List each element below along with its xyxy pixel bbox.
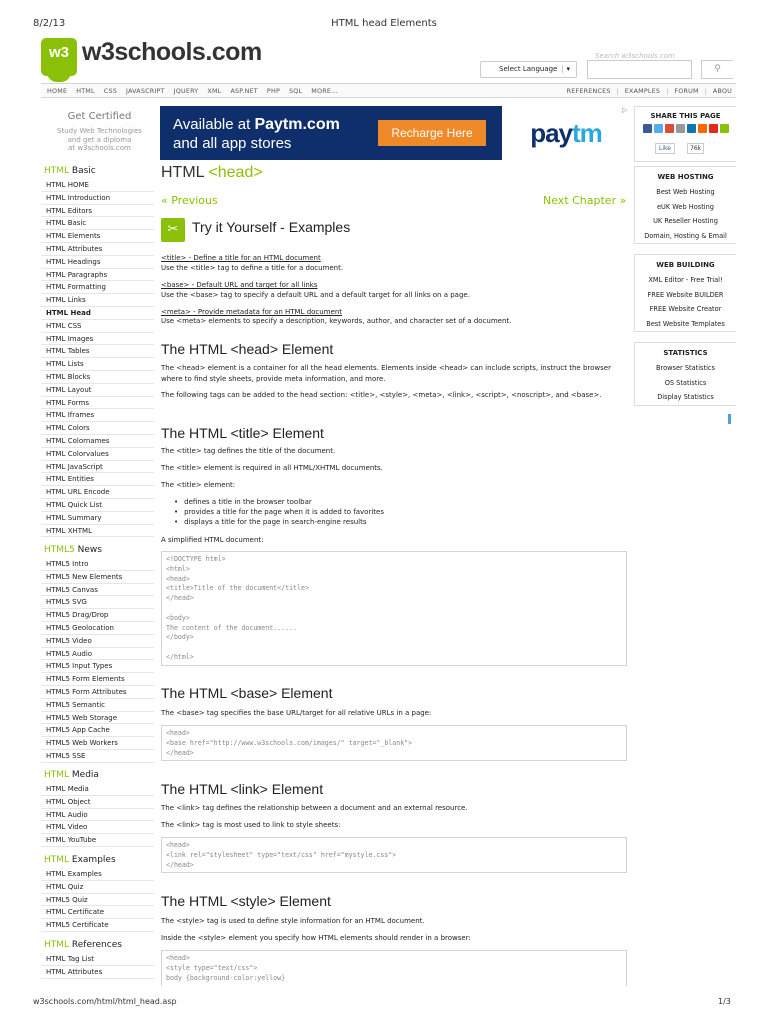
paragraph: The <link> tag defines the relationship between a document and an external resource. [161,804,468,812]
nav-link-php[interactable]: PHP [266,87,281,95]
nav-separator: | [666,87,669,95]
sidebar-item[interactable]: HTML Summary [41,512,154,525]
paragraph: The <style> tag is used to define style information for an HTML document. [161,917,425,925]
paytm-logo-b: tm [572,118,602,148]
list-item: • displays a title for the page in search-engine results [174,518,384,528]
cert-line: and get a diploma [67,135,132,144]
nav-link-html[interactable]: HTML [76,87,95,95]
nav-link-examples[interactable]: EXAMPLES [624,87,661,95]
sidebar-item[interactable]: HTML Certificate [41,906,154,919]
box-link[interactable]: eUK Web Hosting [657,202,714,211]
print-url: w3schools.com/html/html_head.asp [33,997,177,1006]
example-desc: Use the <base> tag to specify a default URL and a default target for all links on a page. [161,291,470,299]
sidebar-item[interactable]: HTML5 Intro [41,558,154,571]
sidebar-item[interactable]: HTML5 Form Attributes [41,686,154,699]
sidebar-item[interactable]: HTML Links [41,294,154,307]
sidebar-item[interactable]: HTML Media [41,783,154,796]
search-input[interactable] [587,60,692,79]
share-icon[interactable] [676,124,685,133]
cert-line: Study Web Technologies [57,127,142,135]
sidebar-section-title [44,770,99,780]
ad-recharge-button[interactable]: Recharge Here [378,120,486,146]
paytm-logo [502,106,630,160]
sidebar-item[interactable]: HTML Quiz [41,881,154,894]
sidebar-item[interactable]: HTML5 Web Workers [41,737,154,750]
sidebar-item[interactable]: HTML5 Web Storage [41,712,154,725]
sidebar-item[interactable]: HTML Lists [41,358,154,371]
sidebar-item[interactable]: HTML5 New Elements [41,571,154,584]
sidebar-item[interactable]: HTML Examples [41,868,154,881]
sidebar-section-name: Media [69,770,99,780]
example-desc: Use <meta> elements to specify a description, keywords, author, and character set of a document. [161,317,512,325]
sidebar-item[interactable]: HTML Headings [41,256,154,269]
section-title: The HTML <head> Element [161,341,334,357]
sidebar-item[interactable]: HTML5 Form Elements [41,673,154,686]
sidebar-section-prefix: HTML [44,770,70,780]
get-certified-title[interactable]: Get Certified [67,111,132,122]
sidebar-list [41,953,154,979]
box-link[interactable]: Best Website Templates [646,319,725,328]
nav-link-home[interactable]: HOME [47,87,68,95]
bullet-list [174,498,384,527]
sidebar-list [41,179,154,537]
sidebar-list [41,783,154,847]
box-link[interactable]: Domain, Hosting & Email [644,231,727,240]
example-link-title[interactable]: <title> - Define a title for an HTML document [161,254,321,262]
sidebar-item[interactable]: HTML Object [41,796,154,809]
sidebar-item[interactable]: HTML Layout [41,384,154,397]
list-item: • provides a title for the page when it is added to favorites [174,508,384,518]
code-example: <!DOCTYPE html> <html> <head> <title>Title of the document</title> </head> <body> The content of the document...... </body> </html> [161,551,627,666]
share-icon[interactable] [687,124,696,133]
print-page: 1/3 [718,997,731,1006]
get-certified-desc[interactable] [41,127,158,153]
box-link[interactable]: Display Statistics [657,393,714,401]
like-button[interactable]: Like [655,143,675,154]
box-link[interactable]: OS Statistics [664,378,707,387]
sidebar-box-web-building [634,254,736,332]
sidebar-item[interactable]: HTML Attributes [41,966,154,979]
sidebar-item[interactable]: HTML Images [41,333,154,346]
sidebar-item[interactable]: HTML5 SVG [41,596,154,609]
sidebar-item[interactable]: HTML Editors [41,205,154,218]
box-title: WEB BUILDING [656,261,715,269]
box-link[interactable]: Best Web Hosting [656,188,715,196]
logo-mark[interactable]: w3 [41,38,77,76]
sidebar-box-statistics [634,342,736,406]
sidebar-section-title [44,855,116,865]
sidebar-item[interactable]: HTML Tables [41,345,154,358]
next-chapter-link[interactable]: Next Chapter » [543,194,627,207]
code-example: <head> <style type="text/css"> body {background-color:yellow} [161,950,627,986]
nav-separator: | [704,87,707,95]
paragraph: The following tags can be added to the head section: <title>, <style>, <meta>, <link>, <script>, <noscript>, and <base>. [161,391,602,399]
sidebar-item[interactable]: HTML YouTube [41,834,154,847]
print-date: 8/2/13 [33,18,66,29]
sidebar-item[interactable]: HTML JavaScript [41,461,154,474]
sidebar-item[interactable]: HTML Introduction [41,192,154,205]
paragraph: The <link> tag is most used to link to style sheets: [161,821,341,829]
paragraph: The <head> element is a container for all the head elements. Elements inside <head> can include scripts, instruct the browser where to find style sheets, provide meta information, and more. [161,364,611,383]
sidebar-item[interactable]: HTML Paragraphs [41,269,154,282]
share-icon[interactable] [643,124,652,133]
sidebar-item[interactable]: HTML5 Quiz [41,894,154,907]
share-icon[interactable] [698,124,707,133]
sidebar-item[interactable]: HTML Tag List [41,953,154,966]
share-box [634,106,736,162]
page-title [161,164,263,182]
scissors-icon: ✂ [161,218,185,242]
sidebar-item[interactable]: HTML Colornames [41,435,154,448]
chevron-down-icon: ▾ [562,65,570,73]
sidebar-item[interactable]: HTML Colors [41,422,154,435]
box-title: WEB HOSTING [657,173,714,181]
sidebar-item[interactable]: HTML Forms [41,397,154,410]
share-icon[interactable] [709,124,718,133]
print-title: HTML head Elements [331,18,437,29]
nav-link-xml[interactable]: XML [207,87,222,95]
sidebar-item[interactable]: HTML5 Geolocation [41,622,154,635]
sidebar-item[interactable]: HTML5 App Cache [41,724,154,737]
ad-line1-pre: Available at [173,116,255,133]
sidebar-item[interactable]: HTML URL Encode [41,486,154,499]
page-title-tag: <head> [208,164,263,181]
sidebar-item[interactable]: HTML Elements [41,230,154,243]
box-link[interactable]: XML Editor - Free Trial! [648,276,723,284]
sidebar-item[interactable]: HTML5 Input Types [41,660,154,673]
nav-link-jquery[interactable]: JQUERY [173,87,199,95]
top-nav [41,83,736,98]
sidebar-item[interactable]: HTML5 Certificate [41,919,154,932]
sidebar-item[interactable]: HTML Entities [41,473,154,486]
sidebar-item[interactable]: HTML Blocks [41,371,154,384]
box-link[interactable]: FREE Website BUILDER [647,290,724,299]
sidebar-section-name: Examples [69,855,116,865]
sidebar-section-title [44,940,122,950]
nav-link-javascript[interactable]: JAVASCRIPT [125,87,165,95]
sidebar-item[interactable]: HTML HOME [41,179,154,192]
ad-banner[interactable] [160,106,630,160]
like-count: 76k [687,143,704,154]
section-title: The HTML <base> Element [161,685,333,701]
nav-separator: | [616,87,619,95]
nav-link-abou[interactable]: ABOU [712,87,732,95]
language-select[interactable] [480,61,577,78]
share-icon[interactable] [665,124,674,133]
sidebar-item[interactable]: HTML5 Drag/Drop [41,609,154,622]
sidebar-section-title [44,545,102,555]
adchoices-icon[interactable]: ▷ [622,106,628,114]
nav-link-aspnet[interactable]: ASP.NET [230,87,258,95]
section-title: The HTML <title> Element [161,425,324,441]
sidebar-section-name: Basic [69,166,96,176]
nav-link-css[interactable]: CSS [103,87,117,95]
share-icon[interactable] [720,124,729,133]
sidebar-section-prefix: HTML [44,940,70,950]
paragraph: The <title> element: [161,481,236,489]
paragraph: A simplified HTML document: [161,536,264,544]
sidebar-section-prefix: HTML5 [44,545,75,555]
box-title: STATISTICS [663,349,708,357]
ad-line1 [173,116,340,134]
list-item: • defines a title in the browser toolbar [174,498,384,508]
paragraph: The <title> element is required in all HTML/XHTML documents. [161,464,383,472]
sidebar-item[interactable]: HTML Basic [41,217,154,230]
example-link-base[interactable]: <base> - Default URL and target for all links [161,281,318,289]
sidebar-item[interactable]: HTML Quick List [41,499,154,512]
try-it-title: Try it Yourself - Examples [192,219,351,235]
sidebar-item[interactable]: HTML5 Audio [41,648,154,661]
box-link[interactable]: UK Reseller Hosting [653,217,718,225]
paragraph: The <base> tag specifies the base URL/target for all relative URLs in a page: [161,709,432,717]
sidebar-item[interactable]: HTML CSS [41,320,154,333]
box-link[interactable]: Browser Statistics [656,364,715,372]
sidebar-section-prefix: HTML [44,166,70,176]
section-title: The HTML <link> Element [161,781,324,797]
sidebar-item[interactable]: HTML XHTML [41,525,154,538]
sidebar-item[interactable]: HTML Audio [41,809,154,822]
ad-brand: Paytm.com [254,116,340,133]
example-desc: Use the <title> tag to define a title for a document. [161,264,344,272]
nav-link-more[interactable]: MORE... [311,87,338,95]
code-example: <head> <link rel="stylesheet" type="text/css" href="mystyle.css"> </head> [161,837,627,873]
page-title-pre: HTML [161,164,209,181]
sidebar-section-title [44,166,96,176]
code-example: <head> <base href="http://www.w3schools.com/images/" target="_blank"> </head> [161,725,627,761]
nav-link-references[interactable]: REFERENCES [566,87,611,95]
sidebar-item[interactable]: HTML5 Canvas [41,584,154,597]
nav-link-sql[interactable]: SQL [289,87,303,95]
scroll-marker [728,414,731,424]
sidebar-section-name: References [69,940,122,950]
box-link[interactable]: FREE Website Creator [649,305,722,313]
previous-link[interactable]: « Previous [161,194,218,207]
example-link-meta[interactable]: <meta> - Provide metadata for an HTML document [161,308,343,316]
sidebar-item[interactable]: HTML Attributes [41,243,154,256]
paytm-logo-a: pay [530,118,573,148]
sidebar-item[interactable]: HTML Iframes [41,409,154,422]
sidebar-list [41,868,154,932]
search-icon[interactable]: ⚲ [701,60,733,79]
search-placeholder: Search w3schools.com [595,52,675,60]
sidebar-section-name: News [74,545,102,555]
sidebar-item[interactable]: HTML Video [41,821,154,834]
nav-link-forum[interactable]: FORUM [674,87,699,95]
paragraph: Inside the <style> element you specify how HTML elements should render in a browser: [161,934,471,942]
section-title: The HTML <style> Element [161,893,331,909]
sidebar-item[interactable]: HTML5 Video [41,635,154,648]
logo-text[interactable]: w3schools.com [82,38,262,66]
ad-line2: and all app stores [173,135,292,152]
share-title: SHARE THIS PAGE [650,112,721,120]
sidebar-item[interactable]: HTML5 SSE [41,750,154,763]
sidebar-item[interactable]: HTML Formatting [41,281,154,294]
share-icon[interactable] [654,124,663,133]
sidebar-section-prefix: HTML [44,855,70,865]
sidebar-box-web-hosting [634,166,736,244]
sidebar-item[interactable]: HTML Colorvalues [41,448,154,461]
language-label: Select Language [499,65,558,73]
cert-line: at w3schools.com [68,144,131,152]
sidebar-item[interactable]: HTML5 Semantic [41,699,154,712]
sidebar-list [41,558,154,763]
paragraph: The <title> tag defines the title of the document. [161,447,336,455]
sidebar-item[interactable]: HTML Head [41,307,154,320]
